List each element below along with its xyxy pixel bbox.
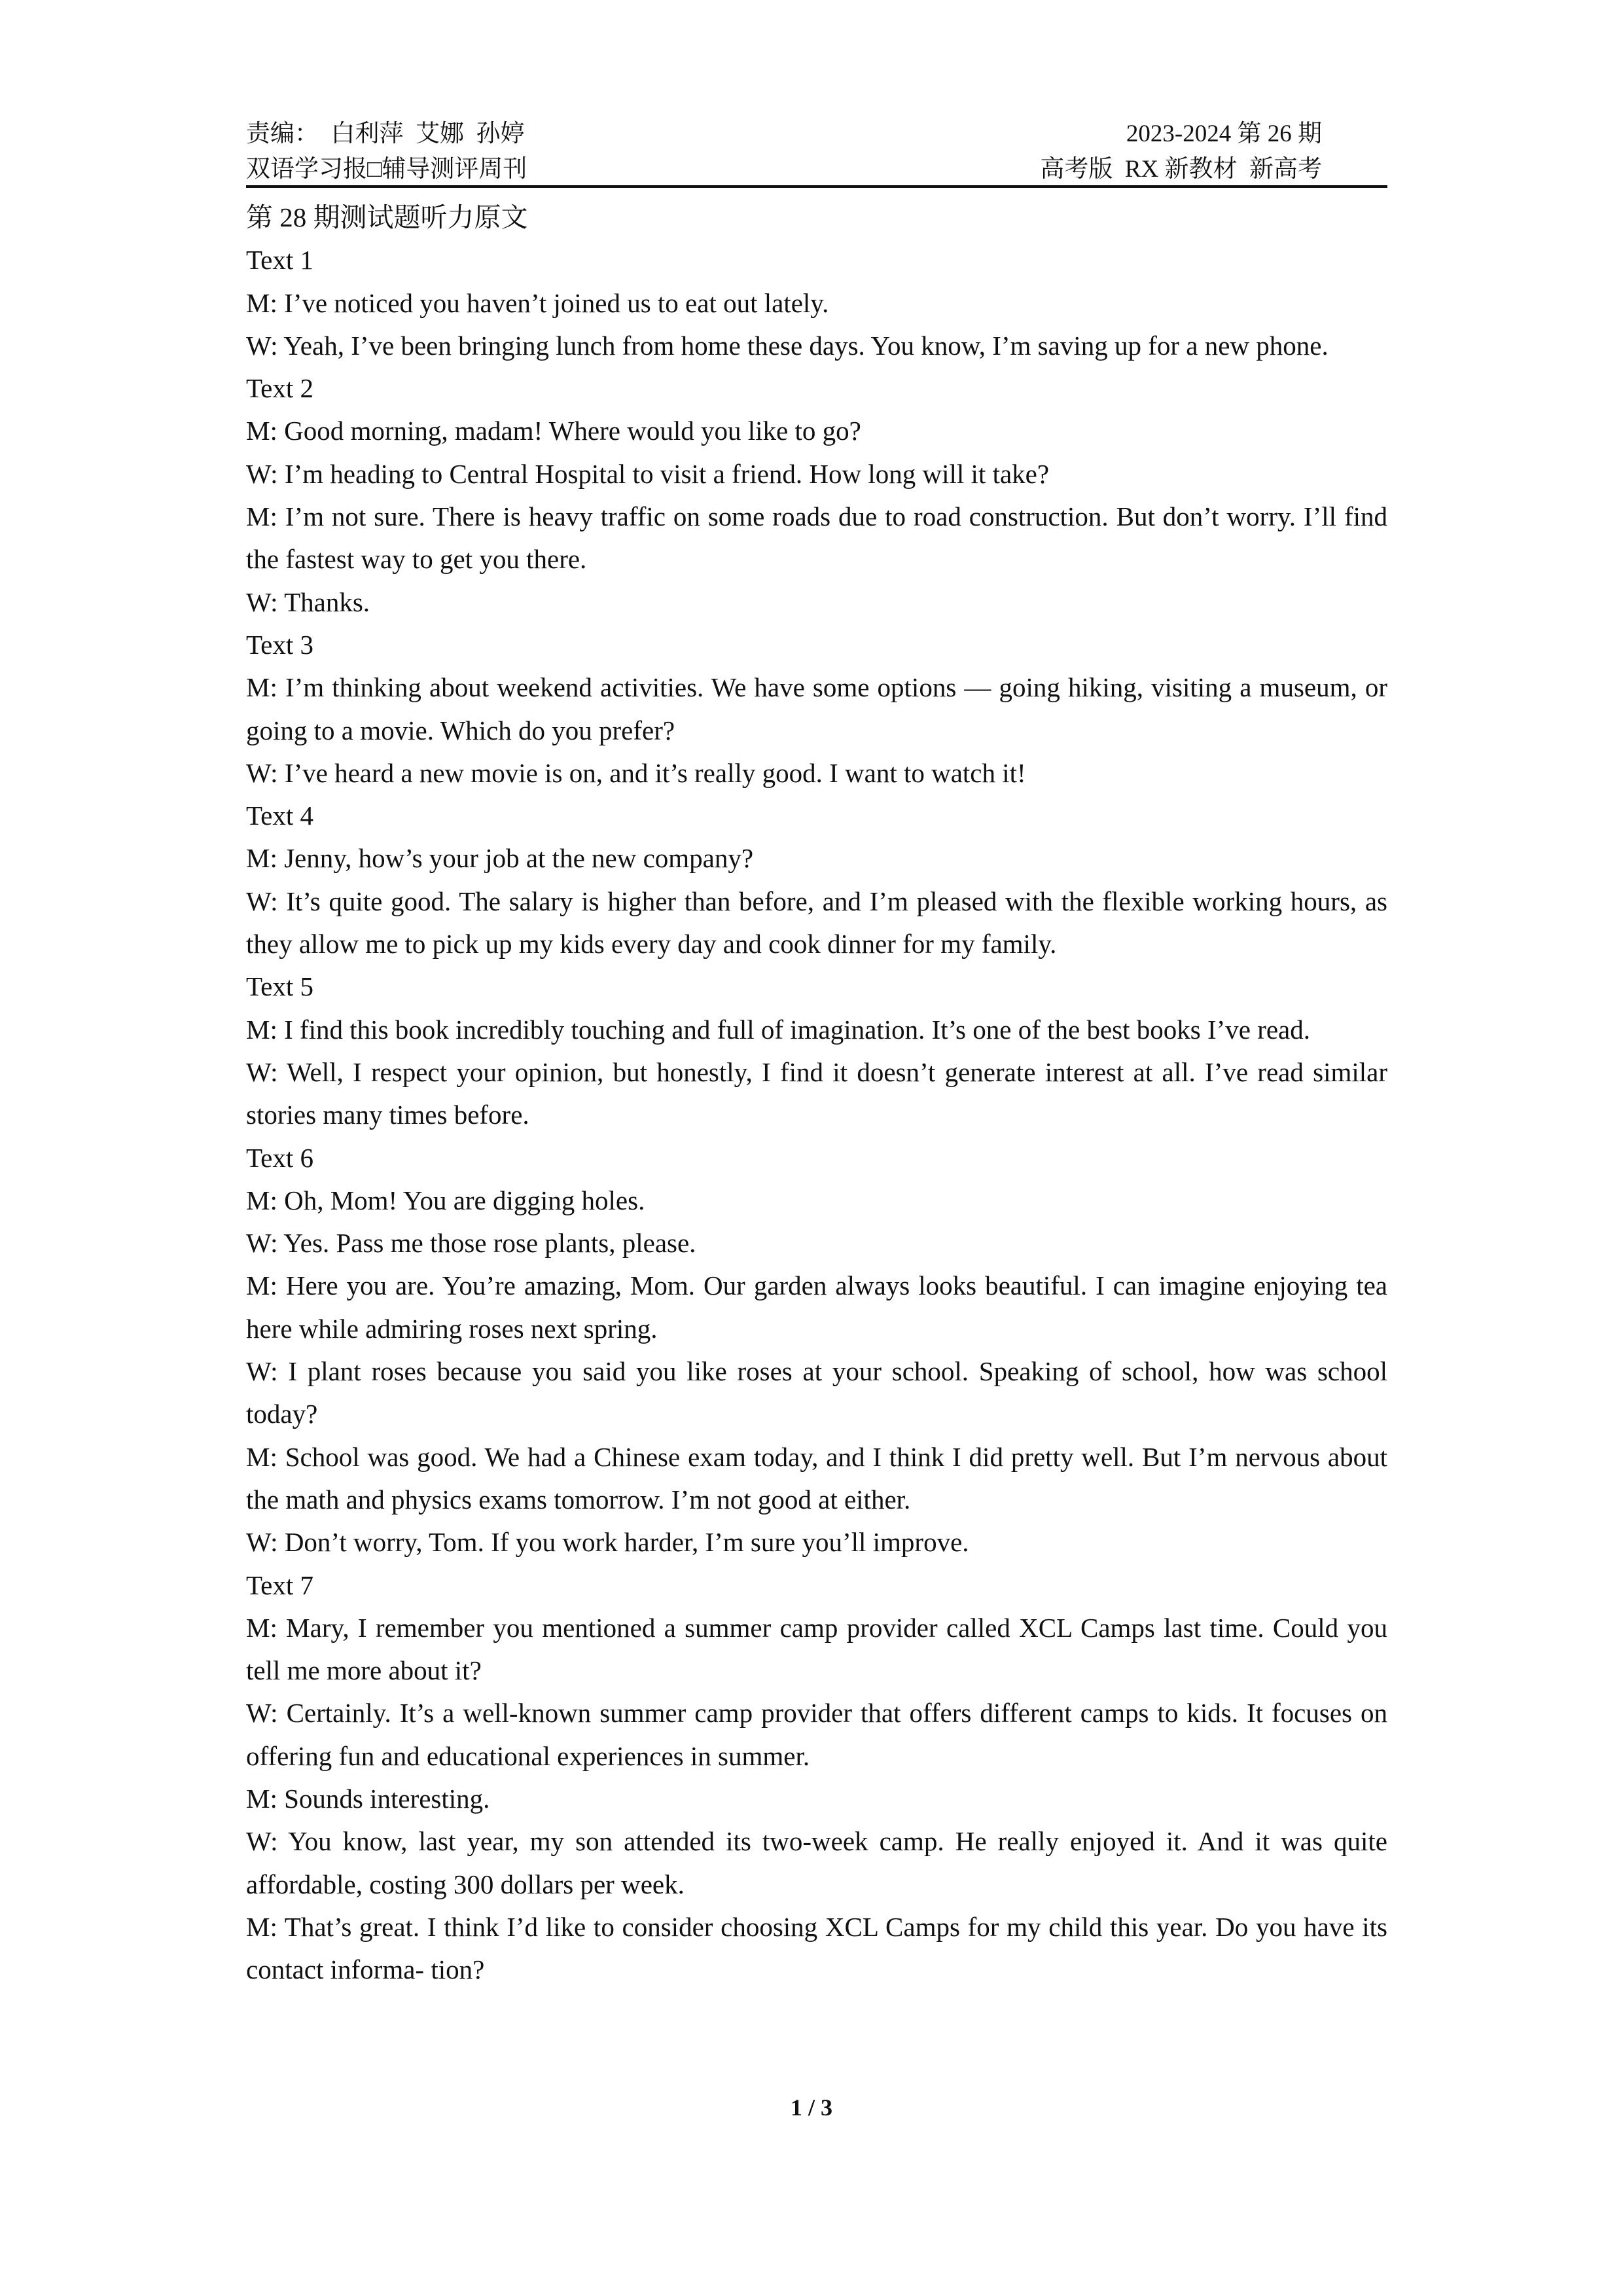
- dialogue-line: W: Certainly. It’s a well-known summer camp provider that offers different camps to kids. It focuses on offering fun and educational experiences in summer.: [246, 1698, 1387, 1771]
- text-section-6: [246, 1137, 1387, 1564]
- document-body: [246, 196, 1387, 1991]
- header-divider: [246, 185, 1387, 188]
- dialogue-line: M: I’m not sure. There is heavy traffic on some roads due to road construction. But don’t worry. I’ll find the fastest way to get you there.: [246, 501, 1387, 575]
- text-label: Text 4: [246, 800, 314, 831]
- document-title: 第 28 期测试题听力原文: [246, 202, 528, 232]
- dialogue-line: M: That’s great. I think I’d like to consider choosing XCL Camps for my child this year. Do you have its contact informa- tion?: [246, 1911, 1387, 1985]
- dialogue-line: W: Don’t worry, Tom. If you work harder, I’m sure you’ll improve.: [246, 1527, 969, 1558]
- text-section-2: [246, 367, 1387, 624]
- header-editors: 责编： 白利萍 艾娜 孙婷: [246, 120, 525, 147]
- page-header: [246, 117, 1387, 188]
- text-section-7: [246, 1564, 1387, 1992]
- text-label: Text 1: [246, 245, 314, 276]
- text-label: Text 7: [246, 1570, 314, 1600]
- dialogue-line: W: Thanks.: [246, 586, 370, 617]
- header-publication: 双语学习报□辅导测评周刊: [246, 156, 527, 183]
- dialogue-line: W: I plant roses because you said you like roses at your school. Speaking of school, how was school today?: [246, 1356, 1387, 1429]
- dialogue-line: W: It’s quite good. The salary is higher than before, and I’m pleased with the flexible working hours, as they allow me to pick up my kids every day and cook dinner for my family.: [246, 886, 1387, 960]
- text-label: Text 2: [246, 373, 314, 404]
- text-label: Text 3: [246, 629, 314, 660]
- dialogue-line: W: Yes. Pass me those rose plants, please.: [246, 1228, 696, 1259]
- page-number: 1 / 3: [790, 2094, 832, 2121]
- header-edition: 高考版 RX 新教材 新高考: [1040, 156, 1322, 183]
- text-label: Text 6: [246, 1142, 314, 1173]
- header-row-bottom: [246, 152, 1387, 187]
- dialogue-line: M: Mary, I remember you mentioned a summer camp provider called XCL Camps last time. Could you tell me more about it?: [246, 1612, 1387, 1686]
- dialogue-line: M: I’m thinking about weekend activities. We have some options — going hiking, visiting a museum, or going to a movie. Which do you prefer?: [246, 672, 1387, 745]
- header-row-top: [246, 117, 1387, 152]
- dialogue-line: M: Good morning, madam! Where would you like to go?: [246, 416, 861, 446]
- text-section-5: [246, 965, 1387, 1136]
- header-issue: 2023-2024 第 26 期: [1126, 120, 1322, 147]
- dialogue-line: M: I’ve noticed you haven’t joined us to eat out lately.: [246, 287, 829, 318]
- dialogue-line: M: Here you are. You’re amazing, Mom. Our garden always looks beautiful. I can imagine enjoying tea here while admiring roses next spring.: [246, 1270, 1387, 1344]
- dialogue-line: W: You know, last year, my son attended its two-week camp. He really enjoyed it. And it was quite affordable, costing 300 dollars per week.: [246, 1826, 1387, 1899]
- dialogue-line: M: Jenny, how’s your job at the new company?: [246, 843, 754, 874]
- dialogue-line: W: I’ve heard a new movie is on, and it’s really good. I want to watch it!: [246, 757, 1026, 788]
- dialogue-line: W: Well, I respect your opinion, but honestly, I find it doesn’t generate interest at all. I’ve read similar stories many times before.: [246, 1056, 1387, 1130]
- dialogue-line: M: Sounds interesting.: [246, 1783, 490, 1814]
- text-label: Text 5: [246, 971, 314, 1002]
- dialogue-line: W: I’m heading to Central Hospital to visit a friend. How long will it take?: [246, 458, 1050, 489]
- dialogue-line: M: Oh, Mom! You are digging holes.: [246, 1185, 645, 1215]
- text-section-3: [246, 624, 1387, 795]
- dialogue-line: M: School was good. We had a Chinese exam today, and I think I did pretty well. But I’m nervous about the math and physics exams tomorrow. I’m not good at either.: [246, 1441, 1387, 1515]
- text-section-4: [246, 795, 1387, 965]
- text-section-1: [246, 239, 1387, 367]
- dialogue-line: W: Yeah, I’ve been bringing lunch from home these days. You know, I’m saving up for a new phone.: [246, 330, 1329, 361]
- dialogue-line: M: I find this book incredibly touching and full of imagination. It’s one of the best books I’ve read.: [246, 1014, 1311, 1045]
